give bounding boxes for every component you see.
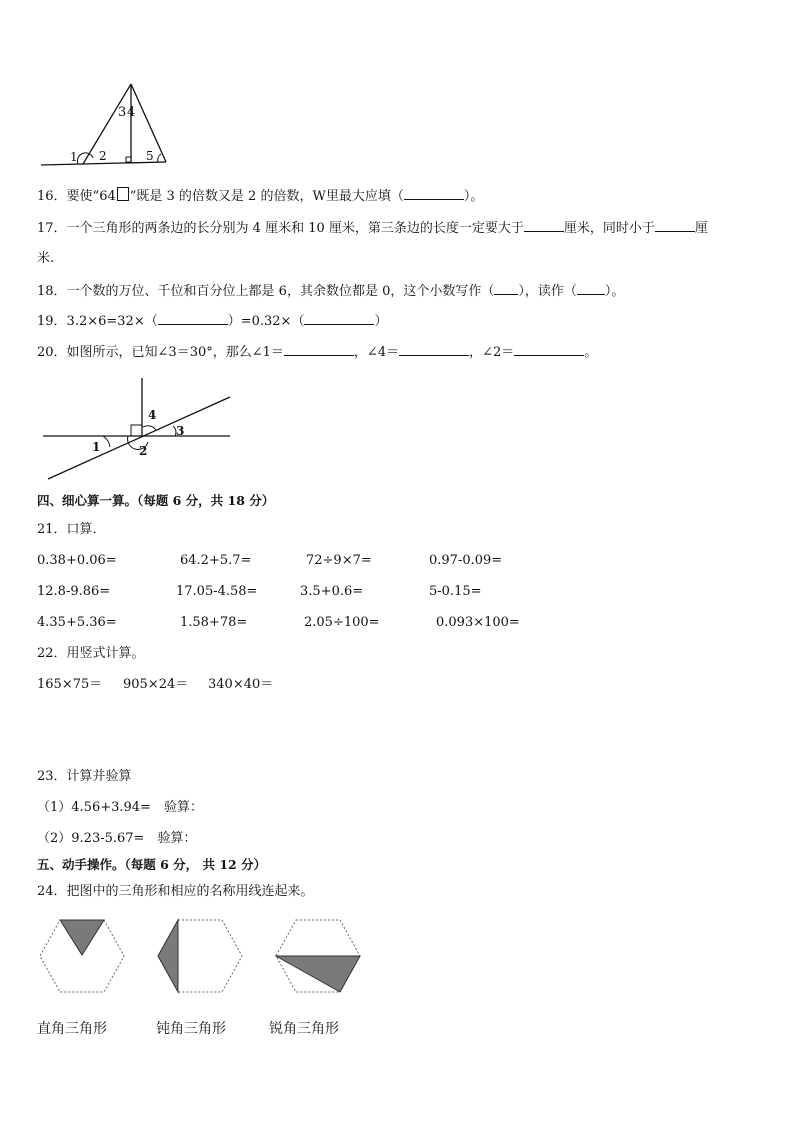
vertical-calc-item: 165×75＝ bbox=[37, 677, 103, 692]
vertical-calc-item: 905×24＝ bbox=[123, 677, 189, 692]
digit-box bbox=[117, 187, 129, 201]
answer-blank[interactable] bbox=[514, 343, 584, 356]
calc-item: 1.58+78= bbox=[180, 615, 248, 630]
question-17: 17．一个三角形的两条边的长分别为 4 厘米和 10 厘米，第三条边的长度一定要大于 厘米，同时小于 厘 bbox=[37, 221, 708, 236]
angle-1-label: 1 bbox=[92, 440, 101, 454]
question-18: 18．一个数的万位、千位和百分位上都是 6，其余数位都是 0，这个小数写作（ ），读作（ ）。 bbox=[37, 284, 625, 299]
question-17-cont: 米. bbox=[37, 251, 55, 266]
hexagon-right-triangle bbox=[38, 917, 126, 995]
angle-2-label: 2 bbox=[139, 444, 148, 458]
triangle-angle-figure bbox=[38, 78, 173, 170]
answer-blank[interactable] bbox=[524, 219, 564, 232]
calc-item: 0.093×100= bbox=[436, 615, 520, 630]
question-21-title: 21．口算． bbox=[37, 522, 106, 537]
angle-3-label: 3 bbox=[176, 424, 185, 438]
answer-blank[interactable] bbox=[399, 343, 469, 356]
question-16: 16．要使“64 ”既是 3 的倍数又是 2 的倍数，W里最大应填（ ）。 bbox=[37, 189, 484, 204]
section-4-title: 四、细心算一算。（每题 6 分，共 18 分） bbox=[37, 493, 275, 508]
angle-1-label: 1 bbox=[70, 150, 78, 164]
angle-4-label: 4 bbox=[127, 105, 136, 120]
calc-item: 12.8-9.86= bbox=[37, 584, 111, 599]
angle-4-label: 4 bbox=[148, 408, 157, 422]
hexagon-obtuse-triangle bbox=[156, 917, 244, 995]
calc-item: 5-0.15= bbox=[429, 584, 482, 599]
answer-blank[interactable] bbox=[655, 219, 695, 232]
calc-item: 0.38+0.06= bbox=[37, 553, 117, 568]
question-19: 19．3.2×6=32×（ ）=0.32×（ ） bbox=[37, 314, 388, 329]
label-right-triangle: 直角三角形 bbox=[37, 1021, 107, 1037]
angle-3-label: 3 bbox=[118, 105, 127, 120]
calc-item: 17.05-4.58= bbox=[176, 584, 258, 599]
calc-item: 4.35+5.36= bbox=[37, 615, 117, 630]
answer-blank[interactable] bbox=[158, 312, 228, 325]
label-obtuse-triangle: 钝角三角形 bbox=[156, 1021, 226, 1037]
question-22-title: 22．用竖式计算。 bbox=[37, 646, 145, 661]
label-acute-triangle: 锐角三角形 bbox=[269, 1021, 339, 1037]
angle-5-label: 5 bbox=[146, 149, 154, 163]
answer-blank[interactable] bbox=[284, 343, 354, 356]
question-24-title: 24．把图中的三角形和相应的名称用线连起来。 bbox=[37, 884, 314, 899]
section-5-title: 五、动手操作。（每题 6 分， 共 12 分） bbox=[37, 857, 267, 872]
hexagon-acute-triangle bbox=[274, 917, 362, 995]
calc-item: 2.05÷100= bbox=[304, 615, 380, 630]
answer-blank[interactable] bbox=[577, 282, 605, 295]
question-20: 20．如图所示，已知∠3＝30°，那么∠1＝ ，∠4＝ ，∠2＝ 。 bbox=[37, 345, 598, 360]
question-23-title: 23．计算并验算 bbox=[37, 769, 132, 784]
calc-item: 0.97-0.09= bbox=[429, 553, 503, 568]
intersecting-lines-figure bbox=[40, 375, 235, 483]
vertical-calc-item: 340×40＝ bbox=[208, 677, 274, 692]
calc-item: 3.5+0.6= bbox=[300, 584, 364, 599]
answer-blank[interactable] bbox=[404, 187, 464, 200]
angle-2-label: 2 bbox=[99, 149, 107, 163]
calc-item: 72÷9×7= bbox=[306, 553, 372, 568]
question-23-item-1: （1）4.56+3.94= 验算： bbox=[37, 800, 203, 815]
question-23-item-2: （2）9.23-5.67= 验算： bbox=[37, 831, 197, 846]
answer-blank[interactable] bbox=[494, 282, 518, 295]
answer-blank[interactable] bbox=[304, 312, 374, 325]
calc-item: 64.2+5.7= bbox=[180, 553, 252, 568]
